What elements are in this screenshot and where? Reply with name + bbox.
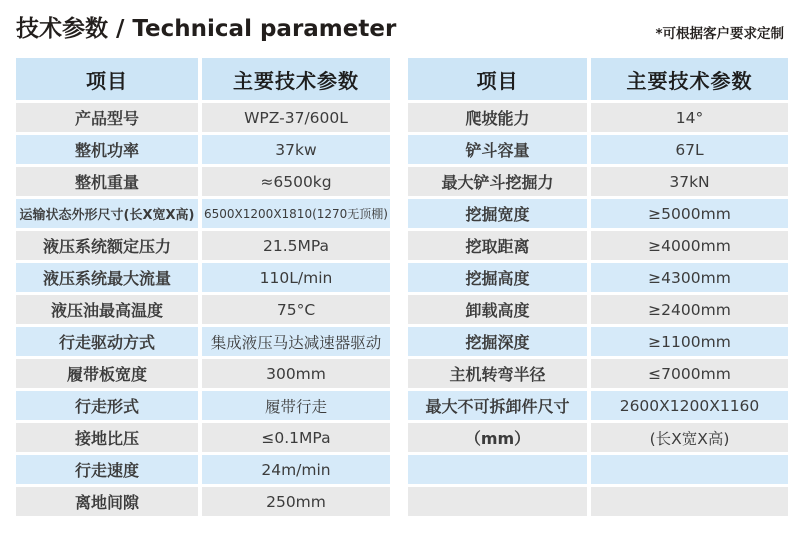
param-name-cell: 挖掘宽度 bbox=[408, 199, 587, 228]
param-value-cell: 110L/min bbox=[202, 263, 390, 292]
spec-table-performance bbox=[408, 58, 788, 519]
param-value-cell: 14° bbox=[591, 103, 788, 132]
param-name-cell: 最大不可拆卸件尺寸 bbox=[408, 391, 587, 420]
param-value-cell: 75°C bbox=[202, 295, 390, 324]
table-row bbox=[408, 455, 788, 484]
spec-table-general bbox=[16, 58, 390, 519]
column-header-main-parameter: 主要技术参数 bbox=[202, 58, 390, 100]
param-name-cell: 行走速度 bbox=[16, 455, 198, 484]
param-name-cell: 接地比压 bbox=[16, 423, 198, 452]
param-name-cell: 整机功率 bbox=[16, 135, 198, 164]
table-row bbox=[16, 231, 390, 260]
table-row bbox=[16, 103, 390, 132]
param-value-cell bbox=[591, 455, 788, 484]
param-value-cell: 37kw bbox=[202, 135, 390, 164]
table-header-row bbox=[408, 58, 788, 100]
param-value-cell: 300mm bbox=[202, 359, 390, 388]
page-header bbox=[0, 0, 800, 44]
param-name-cell: 液压系统额定压力 bbox=[16, 231, 198, 260]
param-name-cell bbox=[408, 455, 587, 484]
param-value-cell: 37kN bbox=[591, 167, 788, 196]
table-body bbox=[16, 103, 390, 516]
param-name-cell: 离地间隙 bbox=[16, 487, 198, 516]
param-value-cell: ≥4000mm bbox=[591, 231, 788, 260]
table-row bbox=[16, 327, 390, 356]
param-name-cell: 运输状态外形尺寸(长X宽X高) bbox=[16, 199, 198, 228]
param-name-cell: 爬坡能力 bbox=[408, 103, 587, 132]
table-row bbox=[16, 423, 390, 452]
param-name-cell: 整机重量 bbox=[16, 167, 198, 196]
table-row bbox=[16, 391, 390, 420]
param-value-cell: 67L bbox=[591, 135, 788, 164]
param-name-cell: 挖掘高度 bbox=[408, 263, 587, 292]
param-name-cell: （mm） bbox=[408, 423, 587, 452]
param-name-cell: 卸载高度 bbox=[408, 295, 587, 324]
table-row bbox=[408, 359, 788, 388]
table-row bbox=[16, 263, 390, 292]
param-name-cell: 主机转弯半径 bbox=[408, 359, 587, 388]
page-title: 技术参数 / Technical parameter bbox=[16, 16, 397, 43]
table-row bbox=[408, 327, 788, 356]
table-row bbox=[16, 135, 390, 164]
param-name-cell: 挖取距离 bbox=[408, 231, 587, 260]
table-row bbox=[16, 455, 390, 484]
param-value-cell: ≥4300mm bbox=[591, 263, 788, 292]
customization-note: *可根据客户要求定制 bbox=[655, 26, 784, 42]
param-value-cell: WPZ-37/600L bbox=[202, 103, 390, 132]
param-value-cell: 6500X1200X1810(1270无顶棚) bbox=[202, 199, 390, 228]
column-header-item: 项目 bbox=[408, 58, 587, 100]
param-value-cell: ≥2400mm bbox=[591, 295, 788, 324]
param-value-cell: 集成液压马达减速器驱动 bbox=[202, 327, 390, 356]
param-name-cell: 产品型号 bbox=[16, 103, 198, 132]
param-value-cell: 24m/min bbox=[202, 455, 390, 484]
param-name-cell: 挖掘深度 bbox=[408, 327, 587, 356]
table-row bbox=[408, 423, 788, 452]
param-value-cell bbox=[591, 487, 788, 516]
table-row bbox=[408, 391, 788, 420]
param-name-cell: 液压油最高温度 bbox=[16, 295, 198, 324]
table-row bbox=[16, 487, 390, 516]
table-row bbox=[408, 231, 788, 260]
param-value-cell: 2600X1200X1160 bbox=[591, 391, 788, 420]
table-row bbox=[408, 103, 788, 132]
param-name-cell: 履带板宽度 bbox=[16, 359, 198, 388]
column-header-item: 项目 bbox=[16, 58, 198, 100]
param-value-cell: ≥1100mm bbox=[591, 327, 788, 356]
table-row bbox=[16, 359, 390, 388]
table-row bbox=[408, 295, 788, 324]
param-value-cell: ≈6500kg bbox=[202, 167, 390, 196]
table-row bbox=[408, 199, 788, 228]
table-body bbox=[408, 103, 788, 516]
param-name-cell: 最大铲斗挖掘力 bbox=[408, 167, 587, 196]
param-name-cell: 铲斗容量 bbox=[408, 135, 587, 164]
param-name-cell: 液压系统最大流量 bbox=[16, 263, 198, 292]
table-row bbox=[16, 199, 390, 228]
param-value-cell: (长X宽X高) bbox=[591, 423, 788, 452]
table-row bbox=[408, 263, 788, 292]
column-header-main-parameter: 主要技术参数 bbox=[591, 58, 788, 100]
param-value-cell: 250mm bbox=[202, 487, 390, 516]
table-row bbox=[16, 295, 390, 324]
table-row bbox=[408, 487, 788, 516]
table-row bbox=[408, 135, 788, 164]
param-name-cell: 行走形式 bbox=[16, 391, 198, 420]
table-row bbox=[16, 167, 390, 196]
tables-container bbox=[0, 44, 800, 519]
param-value-cell: ≥5000mm bbox=[591, 199, 788, 228]
table-header-row bbox=[16, 58, 390, 100]
param-name-cell: 行走驱动方式 bbox=[16, 327, 198, 356]
param-value-cell: ≤7000mm bbox=[591, 359, 788, 388]
param-value-cell: ≤0.1MPa bbox=[202, 423, 390, 452]
table-row bbox=[408, 167, 788, 196]
param-name-cell bbox=[408, 487, 587, 516]
param-value-cell: 21.5MPa bbox=[202, 231, 390, 260]
param-value-cell: 履带行走 bbox=[202, 391, 390, 420]
